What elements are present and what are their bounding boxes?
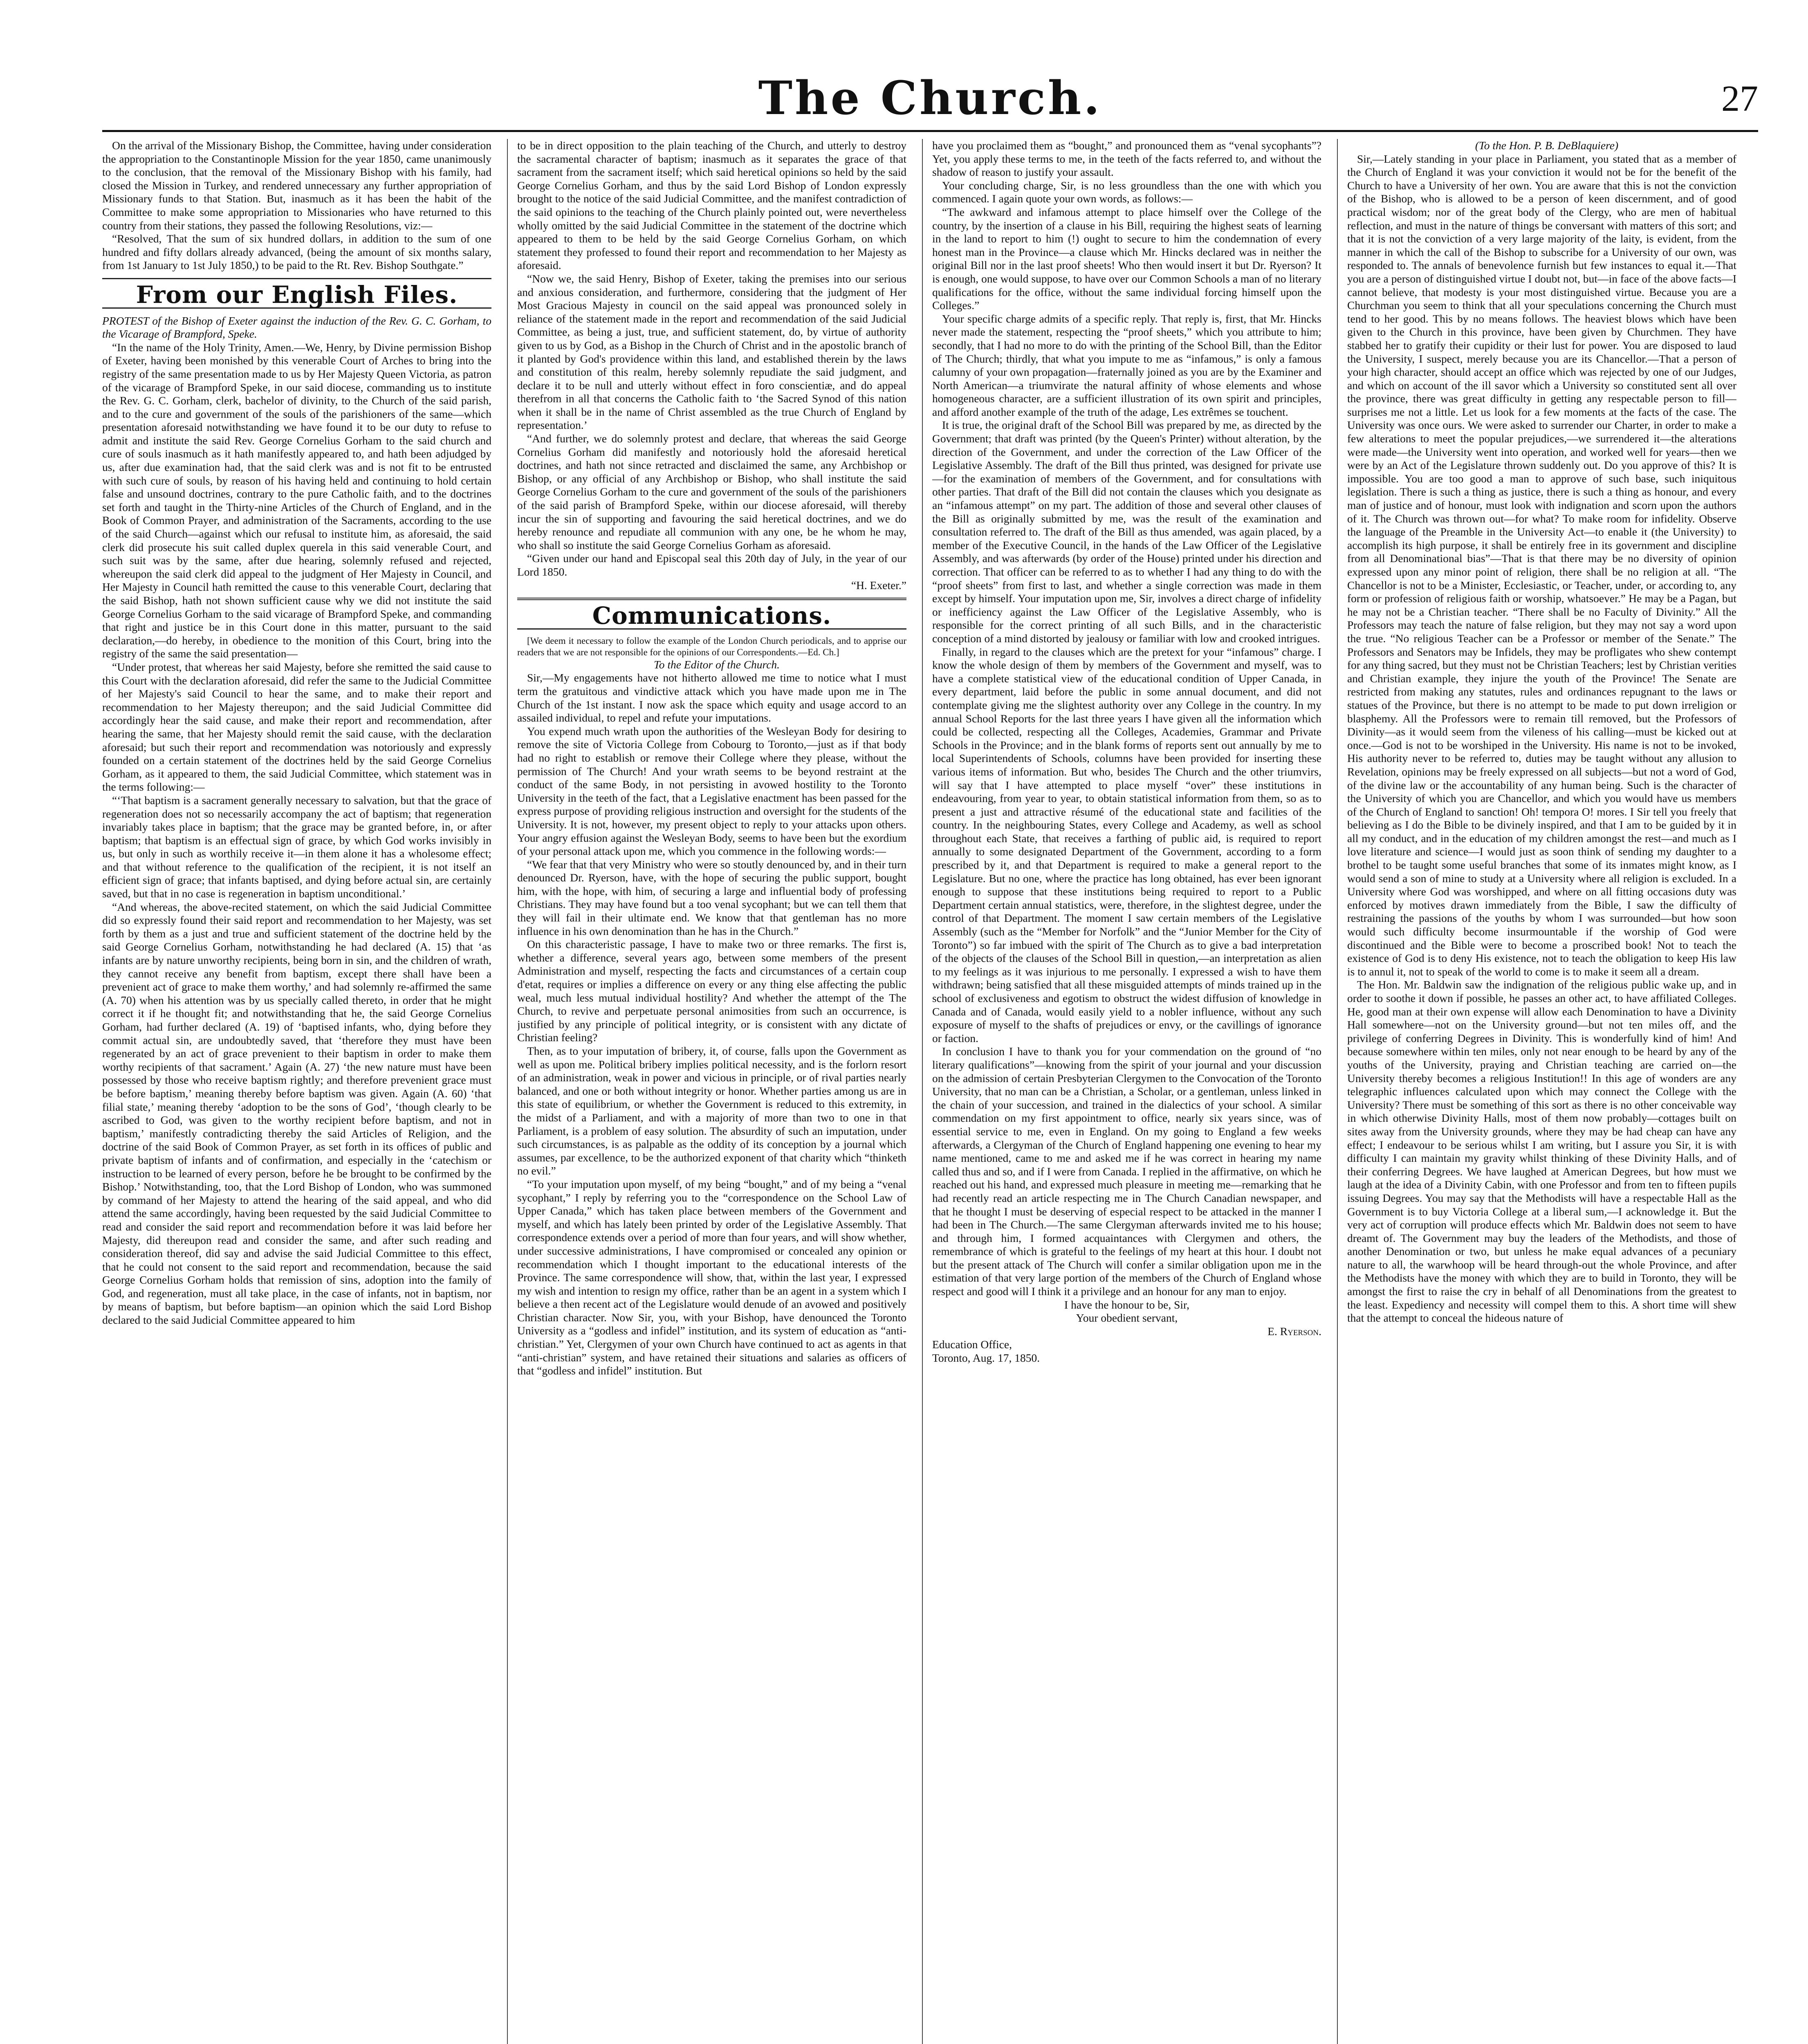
column-3 (932, 139, 1321, 2044)
protest-paragraph: “Given under our hand and Episcopal seal this 20th day of July, in the year of our Lord 1850. (517, 552, 906, 578)
section-heading-communications: Communications. (592, 602, 832, 630)
letter-closing: I have the honour to be, Sir, (1064, 1298, 1189, 1311)
column-divider (507, 139, 508, 2044)
letter-quote: “The awkward and infamous attempt to place himself over the College of the country, by the insertion of a clause in his Bill, requiring the highest seats of learning in the land to report to him (!) ought to secure to him the condemnation of every honest man in the Province—a clause which Mr. Hincks declared was in neither the original Bill nor in the last proof sheets! Who then would insert it but Dr. Ryerson? It is enough, one would suppose, to have over our Common Schools a man of no literary qualifications for the office, without the same individual forcing himself upon the Colleges.” (932, 205, 1321, 312)
column-4 (1347, 139, 1736, 2044)
letter-paragraph: The Hon. Mr. Baldwin saw the indignation of the religious public wake up, and in order to soothe it down if possible, he passes an other act, to have affiliated Colleges. He, good man at their own expense will allow each Denomination to have a Divinity Hall somewhere—not on the University ground—but not ten miles off, and the privilege of conferring Degrees in Divinity. This is wonderfully kind of him! And because somewhere within ten miles, only not near enough to be heard by any of the youths of the University, praying and Christian teaching are carried on—the University thereby becomes a religious Institution!! In this age of wonders are any telegraphic influences calculated upon which may connect the College with the University? There must be something of this sort as there is no other conceivable way in which otherwise Divinity Halls, most of them now probably—cottages built on sites away from the University grounds, where they may be had cheap can have any effect; I endeavour to be serious whilst I am writing, but I assure you Sir, it is with difficulty I can maintain my gravity whilst thinking of these Divinity Halls, and of their conferring Degrees. We have laughed at American Degrees, but how must we laugh at the idea of a Divinity Cabin, with one Professor and from ten to fifteen pupils issuing Degrees. You may say that the Methodists will have a respectable Hall as the Government is to buy Victoria College at a liberal sum,—I acknowledge it. But the very act of corruption will produce effects which Mr. Baldwin does not seem to have dreamt of. The Government may buy the leaders of the Methodists, and those of another Denomination or two, but unless he make equal advances of a pecuniary nature to all, the warwhoop will be heard through-out the whole Province, and after the Methodists have the money with which they are to build in Toronto, they will be amongst the first to raise the cry in behalf of all Denominations from the greatest to the least. Expediency and necessity will compel them to this. A short time will shew that the attempt to conceal the hideous nature of (1347, 978, 1736, 1325)
protest-paragraph: “Under protest, that whereas her said Majesty, before she remitted the said cause to this Court with the declaration aforesaid, did refer the same to the Judicial Committee of her Majesty's said Council to hear the same, and to make their report and recommendation to her Majesty thereupon; and the said Judicial Committee did accordingly hear the said cause, and make their report and recommendation, after hearing the same, that her Majesty should remit the said cause, with the declaration aforesaid; but such their report and recommendation was notoriously and expressly founded on a certain statement of the doctrines held by the said George Cornelius Gorham, as it appeared to them, the said Judicial Committee, which statement was in the terms following:— (102, 660, 491, 793)
letter-paragraph: Then, as to your imputation of bribery, it, of course, falls upon the Government as well as upon me. Political bribery implies political necessity, and is the forlorn resort of an administration, weak in power and vicious in principle, or of rival parties nearly balanced, and one or both without integrity or honor. Whether parties among us are in this state of equilibrium, or whether the Government is reduced to this extremity, in the midst of a Parliament, and with a majority of more than two to one in that Parliament, is a problem of easy solution. The absurdity of such an imputation, under such circumstances, is as palpable as the oddity of its conception by a journal which assumes, par excellence, to be the authorized exponent of that charity which “thinketh no evil.” (517, 1044, 906, 1177)
protest-paragraph: to be in direct opposition to the plain teaching of the Church, and utterly to destroy the sacramental character of baptism; inasmuch as it separates the grace of that sacrament from the sacrament itself; which said heretical opinions so held by the said George Cornelius Gorham, and thus by the said Lord Bishop of London expressly brought to the notice of the said Judicial Committee, and the manifest contradiction of the said opinions to the teaching of the Church plainly pointed out, were nevertheless wholly omitted by the said Judicial Committee in the statement of the doctrine which appeared to them to be held by the said George Cornelius Gorham, on which statement they professed to found their report and recommendation to her Majesty as aforesaid. (517, 139, 906, 272)
letter-salutation: To the Editor of the Church. (653, 658, 780, 671)
letter-paragraph: have you proclaimed them as “bought,” and pronounced them as “venal sycophants”? Yet, you apply these terms to me, in the teeth of the facts referred to, and without the shadow of reason to justify your assault. (932, 139, 1321, 179)
masthead-rule (102, 130, 1758, 132)
letter-paragraph: Sir,—My engagements have not hitherto allowed me time to notice what I must term the gratuitous and vindictive attack which you have made upon me in The Church of the 1st instant. I now ask the space which equity and usage accord to an assailed individual, to repel and refute your imputations. (517, 671, 906, 724)
column-2 (517, 139, 906, 2044)
protest-paragraph: “‘That baptism is a sacrament generally necessary to salvation, but that the grace of regeneration does not so necessarily accompany the act of baptism; that regeneration invariably takes place in baptism; that the grace may be granted before, in, or after baptism; that baptism is an effectual sign of grace, by which God works invisibly in us, but only in such as worthily receive it—in them alone it has a wholesome effect; and that without reference to the qualification of the recipient, it is not itself an efficient sign of grace; that infants baptised, and dying before actual sin, are certainly saved, but that in no case is regeneration in baptism unconditional.’ (102, 793, 491, 900)
letter-quote: “We fear that that very Ministry who were so stoutly denounced by, and in their turn denounced Dr. Ryerson, have, with the hope of securing the public support, bought him, with the hope, with him, of securing a large and influential body of professing Christians. They may have found but a too venal sycophant; but we can tell them that they will fail in their ultimate end. We know that that gentleman has no more influence in his own denomination than he has in the Church.” (517, 858, 906, 937)
letter-date: Toronto, Aug. 17, 1850. (932, 1351, 1040, 1365)
letter-paragraph: Finally, in regard to the clauses which are the pretext for your “infamous” charge. I know the whole design of them by members of the Government and myself, was to have a complete statistical view of the educational condition of Upper Canada, in every department, laid before the public in some annual document, and did not contemplate giving me the slightest authority over any College in the country. In my annual School Reports for the last three years I have given all the information which could be collected, respecting all the Colleges, Academies, Grammar and Private Schools in the Province; and in the blank forms of reports sent out annually by me to local Superintendents of Schools, columns have been provided for inserting these various items of information. But who, besides The Church and the other triumvirs, will say that I have attempted to place myself “over” these institutions in endeavouring, from year to year, to obtain statistical information from them, so as to present a just and attractive résumé of the educational state and facilities of the country. In the neighbouring States, every College and Academy, as well as school throughout each State, that receives a farthing of public aid, is required to report annually to some designated Department of the Government, according to a form prescribed by it, and that Department is required to make a general report to the Legislature. But no one, where the practice has long obtained, has ever been ignorant enough to suppose that these institutions being required to report to a Public Department certain annual statistics, were, therefore, in the slightest degree, under the control of that Department. The moment I saw certain members of the Legislative Assembly (such as the “Member for Norfolk” and the “Junior Member for the City of Toronto”) so far imbued with the spirit of The Church as to give a bad interpretation of the objects of the clauses of the School Bill in question,—an interpretation as alien to my feelings as it was injurious to me personally. I expressed a wish to have them withdrawn; being satisfied that all these misguided attempts of minds trained up in the school of exclusiveness and egotism to obstruct the widest diffusion of knowledge in Canada and of Canada, would easily yield to a nobler influence, without any such exposure of myself to the shafts of prejudices or envy, or the cavillings of ignorance or faction. (932, 645, 1321, 1044)
letter-paragraph: Your concluding charge, Sir, is no less groundless than the one with which you commenced. I again quote your own words, as follows:— (932, 179, 1321, 205)
protest-title: PROTEST of the Bishop of Exeter against the induction of the Rev. G. C. Gorham, to the Vicarage of Brampford, Speke. (102, 314, 491, 341)
letter-closing: Your obedient servant, (1076, 1311, 1178, 1325)
letter-paragraph: In conclusion I have to thank you for your commendation on the ground of “no literary qualifications”—knowing from the spirit of your journal and your discussion on the admission of certain Presbyterian Clergymen to the Convocation of the Toronto University, that no man can be a Christian, a Scholar, or a gentleman, unless linked in the chain of your succession, and trained in the dialectics of your school. A similar commendation on my first appointment to office, nearly six years since, was of essential service to me, even in England. On my going to England a few weeks afterwards, a Clergyman of the Church of England happening one evening to hear my name mentioned, came to me and asked me if he was correct in hearing my name called thus and so, and if I were from Canada. I replied in the affirmative, on which he reached out his hand, and expressed much pleasure in meeting me—remarking that he had recently read an article respecting me in The Church Canadian newspaper, and that he thought I must be deserving of especial respect to be attacked in the manner I had been in The Church.—The same Clergyman afterwards invited me to his house; and through him, I formed acquaintances with Clergymen and others, the remembrance of which is grateful to the feelings of my heart at this hour. I doubt not but the present attack of The Church will confer a similar obligation upon me in the estimation of that very large portion of the members of the Church of England whose respect and good will I think it a privilege and an honour for any man to enjoy. (932, 1045, 1321, 1298)
protest-signature: “H. Exeter.” (851, 578, 906, 592)
section-heading-english-files: From our English Files. (136, 280, 458, 309)
column-divider (922, 139, 923, 2044)
letter-paragraph: Sir,—Lately standing in your place in Parliament, you stated that as a member of the Church of England it was your conviction it would not be for the benefit of the Church to have a University of her own. You are aware that this is not the conviction of the Bishop, who is allowed to be a person of keen discernment, and of good practical wisdom; nor of the great body of the Clergy, who are men of habitual reflection, and must in the nature of things be conversant with matters of this sort; and that it is not the conviction of a very large majority of the laity, is evident, from the manner in which the call of the Bishop to subscribe for a University of our own, was responded to. The annals of benevolence furnish but few instances to equal it.—That you are a person of distinguished virtue I doubt not, but—in face of the above facts—I cannot believe, that modesty is your most distinguished virtue. Because you are a Churchman you seem to think that all your speculations concerning the Church must tend to her good. This by no means follows. The heaviest blows which have been given to the Church in this province, have been given by Churchmen. They have stabbed her to gratify their cupidity or their lust for power. You are disposed to laud the University, I suspect, merely because you are its Chancellor.—That a person of your high character, should accept an office which was rejected by one of our Judges, and which on account of the ill savor which a University so constituted sent all over the province, there was great difficulty in getting any respectable person to fill—surprises me not a little. Let us look for a few moments at the facts of the case. The University was once ours. We were asked to surrender our Charter, in order to make a few alterations to meet the popular prejudices,—we surrendered it—the alterations were made—the University went into operation, and worked well for years—then we were by an Act of the Legislature thrown suddenly out. Do you approve of this? It is impossible. You are too good a man to approve of such base, such iniquitous legislation. There is such a thing as justice, there is such a thing as honour, and every man of justice and of honour, must look with indignation and scorn upon the authors of it. The Church was thrown out—for what? To make room for infidelity. Observe the language of the Preamble in the University Act—to enable it (the University) to accomplish its high purpose, it shall be entirely free in its government and discipline from all Denominational bias”—That is that there may be no diversity of opinion expressed upon any minor point of religion, there shall be no religion at all. “The Chancellor is not to be a Minister, Ecclesiastic, or Teacher, under, or according to, any form or profession of religious faith or worship, whatsoever.” He may be a Pagan, but he may not be a Christian teacher. “There shall be no Faculty of Divinity.” All the Professors may teach the nature of false religion, but they may not say a word upon the true. “No religious Teacher can be a Professor or member of the Senate.” The Professors and Senators may be Infidels, they may be profligates who shew contempt for any thing sacred, but they must not be Christian Teachers; lest by Christian verities and Christian example, they injure the youth of the Province! The Senate are restricted from making any statutes, rules and ordinances repugnant to the laws or statues of the Province, but there is no attempt to be made to put down irreligion or blasphemy. All the Professors were to remain till removed, but the Professors of Divinity—as it would seem from the vileness of his calling—must be kicked out at once.—God is not to be worshiped in the University. His name is not to be invoked, His authority never to be referred to, duties may be taught without any allusion to Revelation, opinions may be freely expressed on all subjects—but not a word of God, of the divine law or the accountability of any human being. Such is the character of the University of which you are Chancellor, and which you would have us members of the Church of England to sanction! Oh! tempora O! mores. I Sir tell you freely that believing as I do the Bible to be divinely inspired, and that I am to be guided by it in all my conduct, and in the education of my children amongst the rest—and much as I love literature and science—I would just as soon think of sending my daughter to a brothel to be taught some useful branches that some of its inmates might know, as I would send a son of mine to study at a University where all religion is excluded. In a University where God was worshipped, and where on all fitting occasions duty was enforced by motives drawn immediately from the Bible, I saw the difficulty of restraining the passions of the youths by whom I was surrounded—but how soon would such difficulty become insurmountable if the worship of God were discontinued and the Bible were to become a proscribed book! Not to teach the existence of God is to deny His existence, not to teach the obligation to keep His law is to annul it, not to speak of the world to come is to make it seem all a dream. (1347, 152, 1736, 978)
page-number: 27 (1721, 78, 1758, 119)
editorial-note: [We deem it necessary to follow the example of the London Church periodicals, and to apprise our readers that we are not responsible for the opinions of our Correspondents.—Ed. Ch.] (517, 635, 906, 657)
missionary-paragraph: On the arrival of the Missionary Bishop, the Committee, having under consideration the appropriation to the Constantinople Mission for the year 1850, came unanimously to the conclusion, that the removal of the Missionary Bishop with his family, had closed the Mission in Turkey, and rendered unnecessary any further appropriation of Missionary funds to that Station. But, inasmuch as it has been the habit of the Committee to make some appropriation to Missionaries who have returned to this country from their stations, they passed the following Resolutions, viz:— (102, 139, 491, 232)
letter-paragraph: On this characteristic passage, I have to make two or three remarks. The first is, whether a difference, several years ago, between some members of the present Administration and myself, respecting the facts and circumstances of a certain coup d'etat, requires or implies a difference on every or any thing else affecting the public weal, much less mutual individual hostility? And whether the attempt of the The Church, to revive and perpetuate personal animosities from such an occurrence, is justified by any principle of political integrity, or is consistent with any dictate of Christian feeling? (517, 938, 906, 1044)
letter-paragraph: It is true, the original draft of the School Bill was prepared by me, as directed by the Government; that draft was printed (by the Queen's Printer) without alteration, by the direction of the Government, and under the correction of the Law Officer of the Legislative Assembly. The draft of the Bill thus printed, was designed for private use—for the examination of members of the Government, and for consultations with other parties. That draft of the Bill did not contain the clauses which you designate as an “infamous attempt” on my part. The addition of those and several other clauses of the Bill as originally submitted by me, was the result of the examination and consultation referred to. The draft of the Bill as thus amended, was again placed, by a member of the Executive Council, in the hands of the Law Officer of the Legislative Assembly, and was afterwards (by order of the House) printed under his direction and correction. That officer can be referred to as to whether I had any thing to do with the “proof sheets” from first to last, and whether a single correction was made in them except by himself. Your imputation upon me, Sir, involves a direct charge of infidelity or inefficiency against the Law Officer of the Legislative Assembly, who is responsible for the correct printing of all such Bills, and in the characteristic conception of a mind distorted by jealousy or familiar with low and crooked intrigues. (932, 419, 1321, 645)
letter-signature: E. Ryerson. (1267, 1325, 1321, 1338)
letter-paragraph: Your specific charge admits of a specific reply. That reply is, first, that Mr. Hincks never made the statement, respecting the “proof sheets,” which you attribute to him; secondly, that I had no more to do with the printing of the School Bill, than the Editor of The Church; thirdly, that what you impute to me as “infamous,” is only a famous calumny of your own propagation—fraternally joined as you are by the Examiner and North American—a triumvirate the natural affinity of whose elements and whose homogeneous character, are a sufficient illustration of its own spirit and principles, and afford another example of the truth of the adage, Les extrêmes se touchent. (932, 312, 1321, 418)
column-divider (1337, 139, 1338, 2044)
column-1 (102, 139, 491, 2044)
newspaper-title: The Church. (758, 72, 1102, 125)
resolution-paragraph: “Resolved, That the sum of six hundred dollars, in addition to the sum of one hundred and fifty dollars already advanced, (being the amount of six months salary, from 1st January to 1st July 1850,) to be paid to the Rt. Rev. Bishop Southgate.” (102, 232, 491, 272)
section-rule (102, 278, 491, 279)
letter-paragraph: You expend much wrath upon the authorities of the Wesleyan Body for desiring to remove the site of Victoria College from Cobourg to Toronto,—just as if that body had no right to establish or remove their College where they please, without the permission of The Church! And your wrath seems to be beyond restraint at the conduct of the same Body, in not persisting in avowed hostility to the Toronto University in the teeth of the fact, that a Legislative enactment has been passed for the express purpose of providing religious instruction and oversight for the students of the University. It is not, however, my present object to reply to your attacks upon others. Your angry effusion against the Wesleyan Body, seems to have been but the exordium of your personal attack upon me, which you commence in the following words:— (517, 724, 906, 858)
letter-addressee: (To the Hon. P. B. DeBlaquiere) (1475, 139, 1619, 152)
letter-paragraph: “To your imputation upon myself, of my being “bought,” and of my being a “venal sycophant,” I reply by referring you to the “correspondence on the School Law of Upper Canada,” which has taken place between members of the Government and myself, and which has lately been printed by order of the Legislative Assembly. That correspondence extends over a period of more than four years, and will show whether, under successive administrations, I have compromised or concealed any opinion or recommendation which I thought important to the educational interests of the Province. The same correspondence will show, that, within the last year, I expressed my wish and intention to resign my office, rather than be an agent in a system which I believe a then recent act of the Legislature would denude of an avowed and positively Christian character. Now Sir, you, with your Bishop, have denounced the Toronto University as a “godless and infidel” institution, and its system of education as “anti-christian.” Yet, Clergymen of your own Church have continued to act as agents in that “anti-christian” system, and have retained their situations and salaries as officers of that “godless and infidel” institution. But (517, 1177, 906, 1377)
protest-paragraph: “In the name of the Holy Trinity, Amen.—We, Henry, by Divine permission Bishop of Exeter, having been monished by this venerable Court of Arches to bring into the registry of the same presentation made to us by Her Majesty Queen Victoria, as patron of the vicarage of Brampford Speke, in our said diocese, commanding us to institute the Rev. G. C. Gorham, clerk, bachelor of divinity, to the Church of the said parish, and to the cure and government of the souls of the parishioners of the same—which presentation aforesaid notwithstanding we have found it to be our duty to refuse to admit and institute the said Rev. George Cornelius Gorham to the said church and cure of souls inasmuch as it hath manifestly appeared to, and hath been adjudged by us, after due examination had, that the said clerk was and is not fit to be entrusted with such cure of souls, by reason of his having held and continuing to hold certain false and unsound doctrines, contrary to the pure Catholic faith, and to the doctrines set forth and taught in the Thirty-nine Articles of the Church of England, and in the Book of Common Prayer, and administration of the Sacraments, according to the use of the said Church—against which our refusal to institute him, as aforesaid, the said clerk did prosecute his suit called duplex querela in this said venerable Court, and such suit was by the same, after due hearing, solemnly refused and rejected, whereupon the said clerk did appeal to the judgment of Her Majesty in Council, and Her Majesty in Council hath remitted the cause to this venerable Court, declaring that the said Bishop, hath not shown sufficient cause why we did not institute the said George Cornelius Gorham to the said vicarage of Brampford Speke, and commanding that right and justice be in this Court done in this matter, pursuant to the said declaration,—do hereby, in obedience to the monition of this Court, bring into the registry of the same the said presentation— (102, 341, 491, 660)
letter-place: Education Office, (932, 1338, 1012, 1351)
section-rule (517, 598, 906, 600)
protest-paragraph: “Now we, the said Henry, Bishop of Exeter, taking the premises into our serious and anxious consideration, and furthermore, considering that the judgment of Her Most Gracious Majesty in council on the said appeal was pronounced solely in reliance of the statement made in the report and recommendation of the said Judicial Committee, as being a just, true, and sufficient statement, do, by virtue of authority given to us by God, as a Bishop in the Church of Christ and in the apostolic branch of it planted by God's providence within this land, and established therein by the laws and constitution of this realm, hereby solemnly repudiate the said judgment, and declare it to be null and utterly without effect in foro conscientiæ, and do appeal therefrom in all that concerns the Catholic faith to ‘the Sacred Synod of this nation when it shall be in the name of Christ assembled as the true Church of England by representation.’ (517, 272, 906, 432)
protest-paragraph: “And whereas, the above-recited statement, on which the said Judicial Committee did so expressly found their said report and recommendation to her Majesty, was set forth by them as a just and true and sufficient statement of the doctrine held by the said George Cornelius Gorham, notwithstanding he had declared (A. 15) that ‘as infants are by nature unworthy recipients, being born in sin, and the children of wrath, they cannot receive any benefit from baptism, except there shall have been a prevenient act of grace to make them worthy,’ and had solemnly re-affirmed the same (A. 70) when his attention was by us specially called thereto, in order that he might correct it if he thought fit; and notwithstanding that he, the said George Cornelius Gorham, had further declared (A. 19) of ‘baptised infants, who, dying before they commit actual sin, are undoubtedly saved, that ‘therefore they must have been regenerated by an act of grace prevenient to their baptism in order to make them worthy recipients of that sacrament.’ Again (A. 27) ‘the new nature must have been possessed by those who receive baptism rightly; and therefore prevenient grace must be before baptism,’ meaning thereby before baptism was given. Again (A. 60) ‘that filial state,’ meaning thereby ‘adoption to be the sons of God’, ‘though clearly to be ascribed to God, was given to the worthy recipient before baptism, and not in baptism,’ manifestly contradicting thereby the said Articles of Religion, and the doctrine of the said Book of Common Prayer, as set forth in its offices of public and private baptism of infants and of confirmation, and especially in the ‘catechism or instruction to be learned of every person, before he be brought to be confirmed by the Bishop.’ Notwithstanding, too, that the Lord Bishop of London, who was summoned by command of her Majesty to attend the hearing of the said appeal, and who did attend the same accordingly, having been requested by the said Judicial Committee to read and consider the said report and recommendation before it was laid before her Majesty, did thereupon read and consider the same, and after such reading and consideration thereof, did say and advise the said Judicial Committee to this effect, that he could not consent to the said report and recommendation, because the said George Cornelius Gorham holds that remission of sins, adoption into the family of God, and regeneration, must all take place, in the case of infants, not in baptism, nor by means of baptism, but before baptism—an opinion which the said Lord Bishop declared to the said Judicial Committee appeared to him (102, 900, 491, 1327)
protest-paragraph: “And further, we do solemnly protest and declare, that whereas the said George Cornelius Gorham did manifestly and notoriously hold the aforesaid heretical doctrines, and hath not since retracted and disclaimed the same, any Archbishop or Bishop, or any official of any Archbishop or Bishop, who shall institute the said George Cornelius Gorham to the cure and government of the souls of the parishioners of the said parish of Brampford Speke, within our diocese aforesaid, will thereby incur the sin of supporting and favouring the said heretical doctrines, and we do hereby renounce and repudiate all communion with any one, be he whom he may, who shall so institute the said George Cornelius Gorham as aforesaid. (517, 432, 906, 551)
